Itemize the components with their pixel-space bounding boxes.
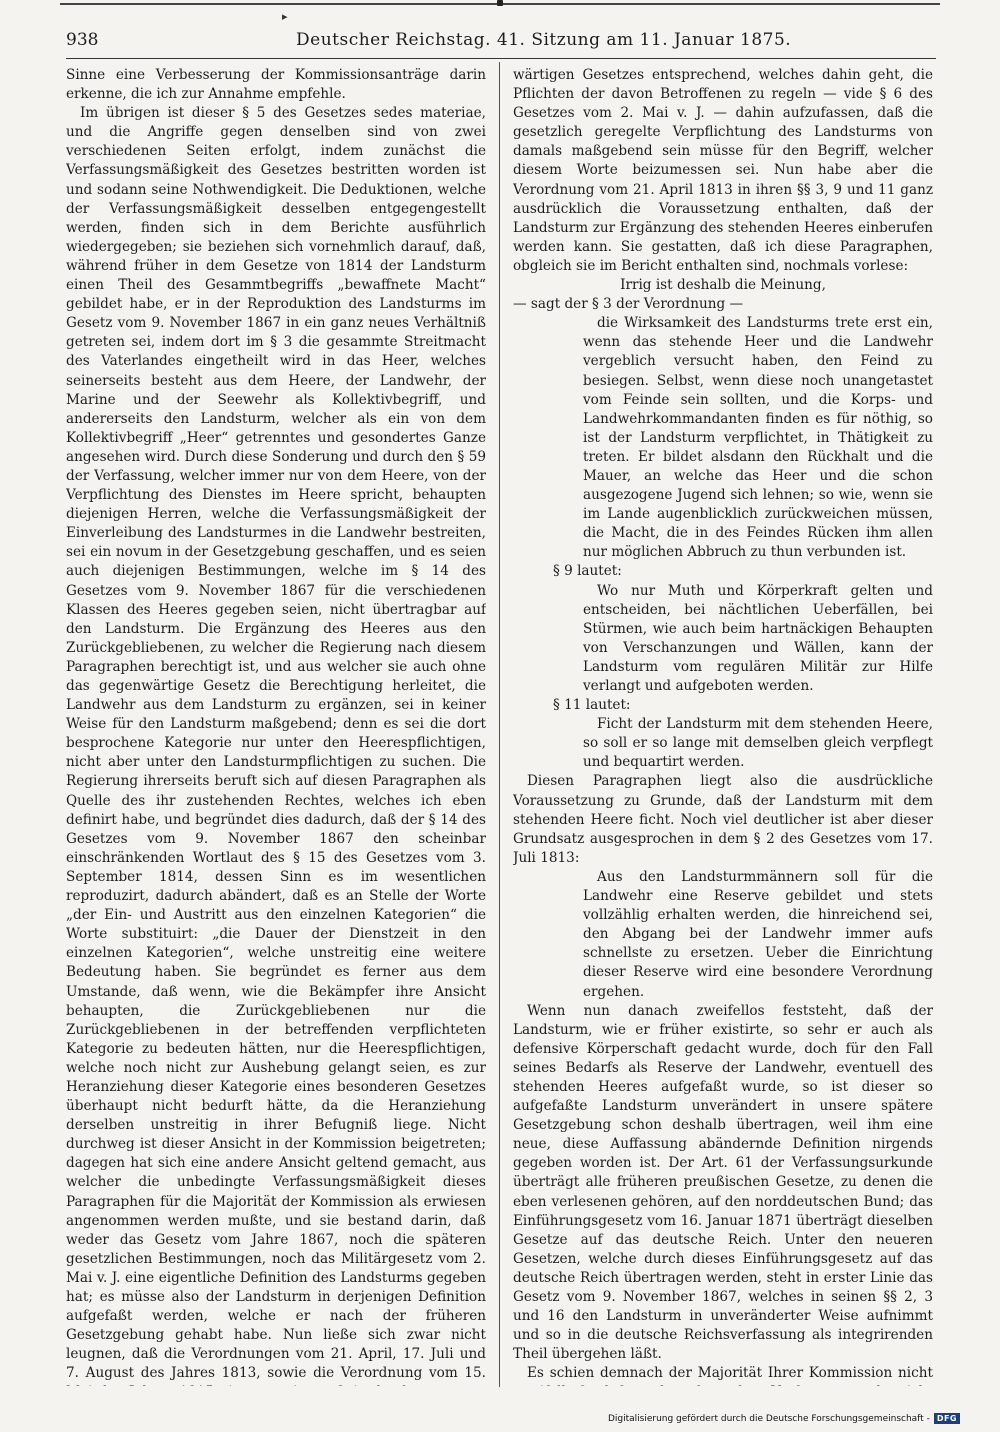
right-column [513,66,933,1386]
top-scan-rule [0,0,1000,8]
header-rule [66,58,936,59]
arrow-marker-icon: ▸ [282,10,288,23]
paragraph: Im übrigen ist dieser § 5 des Gesetzes sedes materiae, und die Angriffe gegen denselben sind von zwei verschiedenen Seiten erfolgt, indem zunächst die Verfassungsmäßigkeit des Gesetzes bestritten worden ist und sodann seine Nothwendigkeit. Die Deduktionen, welche der Verfassungsmäßigkeit desselben entgegengestellt werden, finden sich in dem Berichte ausführlich wiedergegeben; sie beziehen sich vornehmlich darauf, daß, während früher in dem Gesetze von 1814 der Landsturm einen Theil des Gesammtbegriffs „bewaffnete Macht“ gebildet habe, er in der Reproduktion des Landsturms im Gesetz vom 9. November 1867 in ein ganz neues Verhältniß getreten sei, indem dort im § 3 die gesammte Streitmacht des Vaterlandes eingetheilt wird in das Heer, welches seinerseits besteht aus dem Heere, der Landwehr, der Marine und der Seewehr als Kollektivbegriff, und andererseits den Landsturm, welcher als ein von dem Kollektivbegriff „Heer“ getrenntes und gesondertes Ganze angesehen wird. Durch diese Sonderung und durch den § 59 der Verfassung, welcher immer nur von dem Heere, von der Verpflichtung des Dienstes im Heere spricht, behaupten diejenigen Herren, welche die Verfassungsmäßigkeit der Einverleibung des Landsturmes in die Landwehr bestreiten, sei ein novum in der Gesetzgebung geschaffen, und es seien auch diejenigen Bestimmungen, welche im § 14 des Gesetzes vom 9. November 1867 für die verschiedenen Klassen des Heeres gegeben seien, nicht übertragbar auf den Landsturm. Die Ergänzung des Heeres aus den Zurückgebliebenen, zu welcher die Regierung nach diesem Paragraphen berechtigt ist, und aus welcher sie auch ohne das gegenwärtige Gesetz die Berechtigung herleitet, die Landwehr aus dem Landsturm zu ergänzen, sei in keiner Weise für den Landsturm maßgebend; denn es sei die dort besprochene Kategorie nur unter den Heerespflichtigen, nicht aber unter den Landsturmpflichtigen zu suchen. Die Regierung ihrerseits beruft sich auf diesen Paragraphen als Quelle des ihr zustehenden Rechtes, welches ich eben definirt habe, und begründet dies dadurch, daß der § 14 des Gesetzes vom 9. November 1867 den scheinbar einschränkenden Wortlaut des § 15 des Gesetzes vom 3. September 1814, dessen Sinn es im wesentlichen reproduzirt, dadurch abändert, daß es an Stelle der Worte „der Ein- und Austritt aus den einzelnen Kategorien“ die Worte substituirt: „die Dauer der Dienstzeit in den einzelnen Kategorien“, welche unstreitig eine weitere Bedeutung haben. Sie begründet es ferner aus dem Umstande, daß wenn, wie die Bekämpfer ihre Ansicht behaupten, die Zurückgebliebenen nur die Zurückgebliebenen in der betreffenden verpflichteten Kategorie zu bedeuten hätten, nur die Heerespflichtigen, welche noch nicht zur Aushebung gelangt seien, es zur Heranziehung dieser Kategorie eines besonderen Gesetzes überhaupt nicht bedurft hätte, da die Heranziehung derselben unstreitig in ihrer Befugniß liege. Nicht durchweg ist dieser Ansicht in der Kommission beigetreten; dagegen hat sich eine andere Ansicht geltend gemacht, aus welcher die unbedingte Verfassungsmäßigkeit dieses Paragraphen für die Majorität der Kommission als erwiesen angenommen werden mußte, und sie bestand darin, daß weder das Gesetz vom Jahre 1867, noch die späteren gesetzlichen Bestimmungen, noch das Militärgesetz vom 2. Mai v. J. eine eigentliche Definition des Landsturms gegeben hat; es müsse also der Landsturm in derjenigen Definition aufgefaßt werden, welche er nach der früheren Gesetzgebung gehabt habe. Nun ließe sich zwar nicht leugnen, daß die Verordnungen vom 21. April, 17. Juli und 7. August des Jahres 1813, sowie die Verordnung vom 15. [66,105,486,1382]
column-divider [499,62,500,1387]
block-quote: die Wirksamkeit des Landsturms trete erst ein, wenn das stehende Heer und die Landwehr vergeblich versucht haben, den Feind zu besiegen. Selbst, wenn diese noch unangetastet vom Feinde sein sollten, und die Korps- und Landwehrkommandanten finden es für nöthig, so ist der Landsturm verpflichtet, in Thätigkeit zu treten. Er bildet alsdann den Rückhalt und die Mauer, an welche das Heer und die schon ausgezogene Jugend sich lehnen; so wie, wenn sie im Lande augenblicklich zurückweichen müssen, die Macht, die in des Feindes Rücken ihm allen nur möglichen Abbruch zu thun verbunden ist. [583,315,933,561]
credit-text: Digitalisierung gefördert durch die Deutsche Forschungsgemeinschaft - [607,1413,930,1424]
section-label: § 11 lautet: [553,697,631,714]
section-label: § 9 lautet: [553,563,622,580]
block-quote: Wo nur Muth und Körperkraft gelten und entscheiden, bei nächtlichen Ueberfällen, bei Stürmen, wie auch beim hartnäckigen Behaupten von Verschanzungen und Wällen, kann der Landsturm vom regulären Militär zur Hilfe verlangt und aufgeboten werden. [583,582,933,694]
paragraph: wärtigen Gesetzes entsprechend, welches dahin geht, die Pflichten der davon Betroffenen zu regeln — vide § 6 des Gesetzes vom 2. Mai v. J. — dahin aufzufassen, daß die gesetzlich geregelte Verpflichtung des Landsturms von damals maßgebend sein müsse für den Begriff, welcher diesem Worte beizumessen sei. Nun habe aber die Verordnung vom 21. April 1813 in ihren §§ 3, 9 und 11 ganz ausdrücklich die Voraussetzung enthalten, daß der Landsturm zur Ergänzung des stehenden Heeres einberufen werden kann. Sie gestatten, daß ich diese Paragraphen, obgleich sie im Bericht enthalten sind, nochmals vorlese: [513,67,933,274]
digitization-credit [608,1413,960,1424]
left-column [66,66,486,1386]
paragraph: Sinne eine Verbesserung der Kommissionsanträge darin erkenne, die ich zur Annahme empfehle. [66,67,486,103]
block-quote: Ficht der Landsturm mit dem stehenden Heere, so soll er so lange mit demselben gleich verpflegt und bequartirt werden. [583,716,933,771]
paragraph: — sagt der § 3 der Verordnung — [513,296,744,313]
paragraph: Wenn nun danach zweifellos feststeht, daß der Landsturm, wie er früher existirte, so sehr er auch als defensive Körperschaft gedacht wurde, doch für den Fall seines Bedarfs als Reserve der Landwehr, eventuell des stehenden Heeres aufgefaßt wurde, so ist dieser so aufgefaßte Landsturm unverändert in unsere spätere Gesetzgebung schon deshalb übertragen, weil ihm eine neue, diese Auffassung abändernde Definition nirgends gegeben worden ist. Der Art. 61 der Verfassungsurkunde überträgt alle früheren preußischen Gesetze, zu denen die eben verlesenen gehören, auf den norddeutschen Bund; das Einführungsgesetz vom 16. Januar 1871 überträgt dieselben Gesetze auf das deutsche Reich. Unter den neueren Gesetzen, welche durch dieses Einführungsgesetz auf das deutsche Reich übertragen werden, steht in erster Linie das Gesetz vom 9. November 1867, welches in seinen §§ 2, 3 und 16 den Landsturm in unveränderter Weise aufnimmt und so in die deutsche Reichsverfassung als integrirenden Theil übergehen läßt. [513,1002,933,1363]
quoted-line: Irrig ist deshalb die Meinung, [620,277,826,294]
paragraph: Diesen Paragraphen liegt also die ausdrückliche Voraussetzung zu Grunde, daß der Landsturm mit dem stehenden Heere ficht. Noch viel deutlicher ist aber dieser Grundsatz ausgesprochen in dem § 2 des Gesetzes vom 17. Juli 1813: [513,773,933,866]
running-title: Deutscher Reichstag. 41. Sitzung am 11. Januar 1875. [296,30,792,50]
page-number: 938 [66,30,99,50]
paragraph: Es schien demnach der Majorität Ihrer Kommission nicht [527,1365,933,1382]
binding-mark [497,0,503,6]
dfg-logo: DFG [934,1413,960,1424]
block-quote: Aus den Landsturmmännern soll für die Landwehr eine Reserve gebildet und stets vollzählig erhalten werden, die hinreichend sei, den Abgang bei der Landwehr immer aufs schnellste zu ersetzen. Ueber die Einrichtung dieser Reserve wird eine besondere Verordnung ergehen. [583,868,933,1000]
page-header [66,26,936,56]
